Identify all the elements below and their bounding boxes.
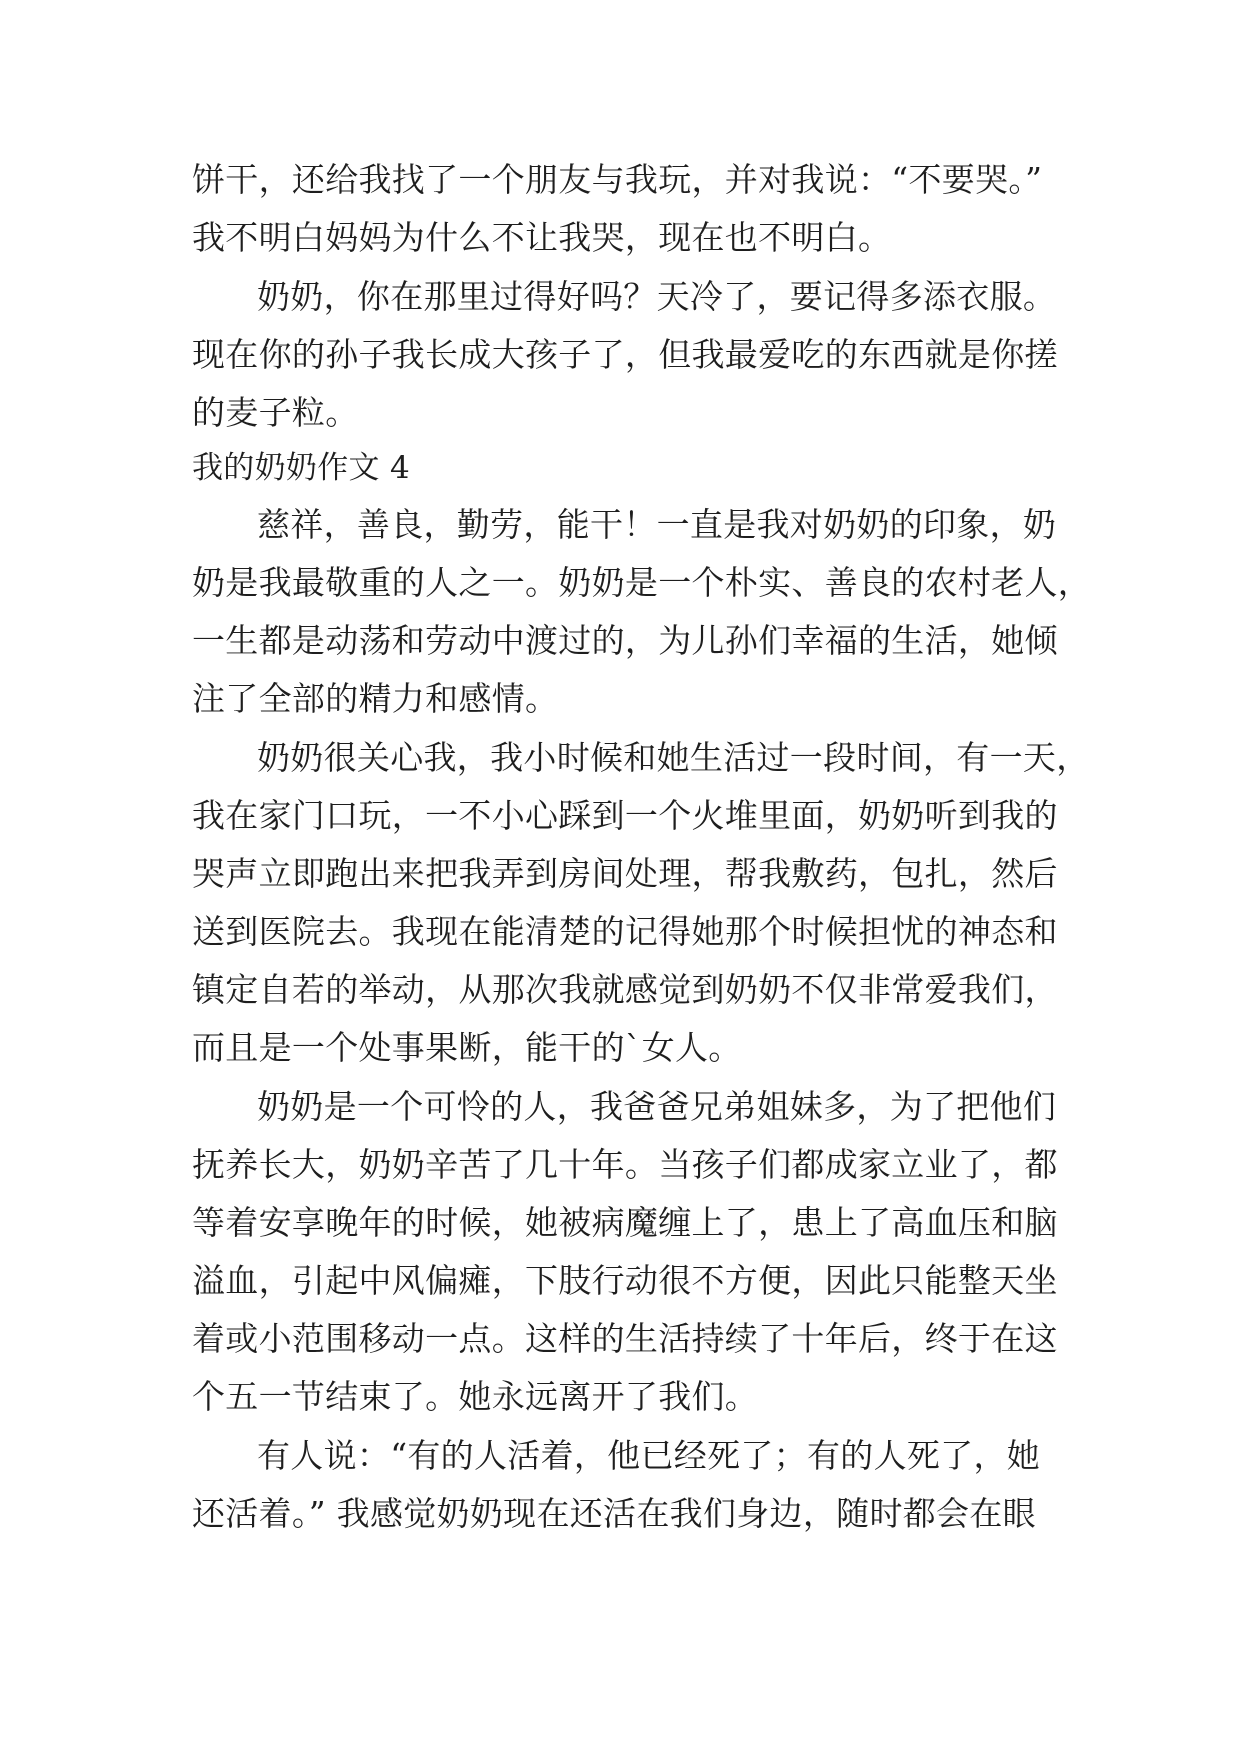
text-line: 等着安享晚年的时候，她被病魔缠上了，患上了高血压和脑 [192, 1203, 1058, 1242]
paragraph-start-line: 有人说：“有的人活着，他已经死了；有的人死了，她 [257, 1436, 1041, 1475]
text-line: 镇定自若的举动，从那次我就感觉到奶奶不仅非常爱我们， [192, 970, 1058, 1009]
text-line: 注了全部的精力和感情。 [192, 679, 559, 718]
text-line: 我不明白妈妈为什么不让我哭，现在也不明白。 [192, 218, 892, 257]
text-line: 抚养长大，奶奶辛苦了几十年。当孩子们都成家立业了，都 [192, 1145, 1058, 1184]
text-line: 一生都是动荡和劳动中渡过的，为儿孙们幸福的生活，她倾 [192, 621, 1058, 660]
paragraph-start-line: 奶奶很关心我，我小时候和她生活过一段时间，有一天， [257, 738, 1090, 777]
text-line: 现在你的孙子我长成大孩子了，但我最爱吃的东西就是你搓 [192, 335, 1058, 374]
text-line: 送到医院去。我现在能清楚的记得她那个时候担忧的神态和 [192, 912, 1058, 951]
text-line: 着或小范围移动一点。这样的生活持续了十年后，终于在这 [192, 1319, 1058, 1358]
section-heading: 我的奶奶作文 4 [192, 450, 410, 486]
paragraph-start-line: 奶奶是一个可怜的人，我爸爸兄弟姐妹多，为了把他们 [257, 1087, 1057, 1126]
paragraph-start-line: 奶奶，你在那里过得好吗？天冷了，要记得多添衣服。 [257, 277, 1057, 316]
text-line: 哭声立即跑出来把我弄到房间处理，帮我敷药，包扎，然后 [192, 854, 1058, 893]
text-line: 溢血，引起中风偏瘫，下肢行动很不方便，因此只能整天坐 [192, 1261, 1058, 1300]
text-line: 奶是我最敬重的人之一。奶奶是一个朴实、善良的农村老人， [192, 563, 1092, 602]
text-line: 还活着。” 我感觉奶奶现在还活在我们身边，随时都会在眼 [192, 1494, 1036, 1533]
text-line: 饼干，还给我找了一个朋友与我玩，并对我说：“不要哭。” [192, 160, 1043, 199]
text-line: 个五一节结束了。她永远离开了我们。 [192, 1377, 759, 1416]
text-line: 的麦子粒。 [192, 393, 359, 432]
text-line: 而且是一个处事果断，能干的`女人。 [192, 1028, 742, 1067]
paragraph-start-line: 慈祥，善良，勤劳，能干！一直是我对奶奶的印象，奶 [257, 505, 1057, 544]
text-line: 我在家门口玩，一不小心踩到一个火堆里面，奶奶听到我的 [192, 796, 1058, 835]
